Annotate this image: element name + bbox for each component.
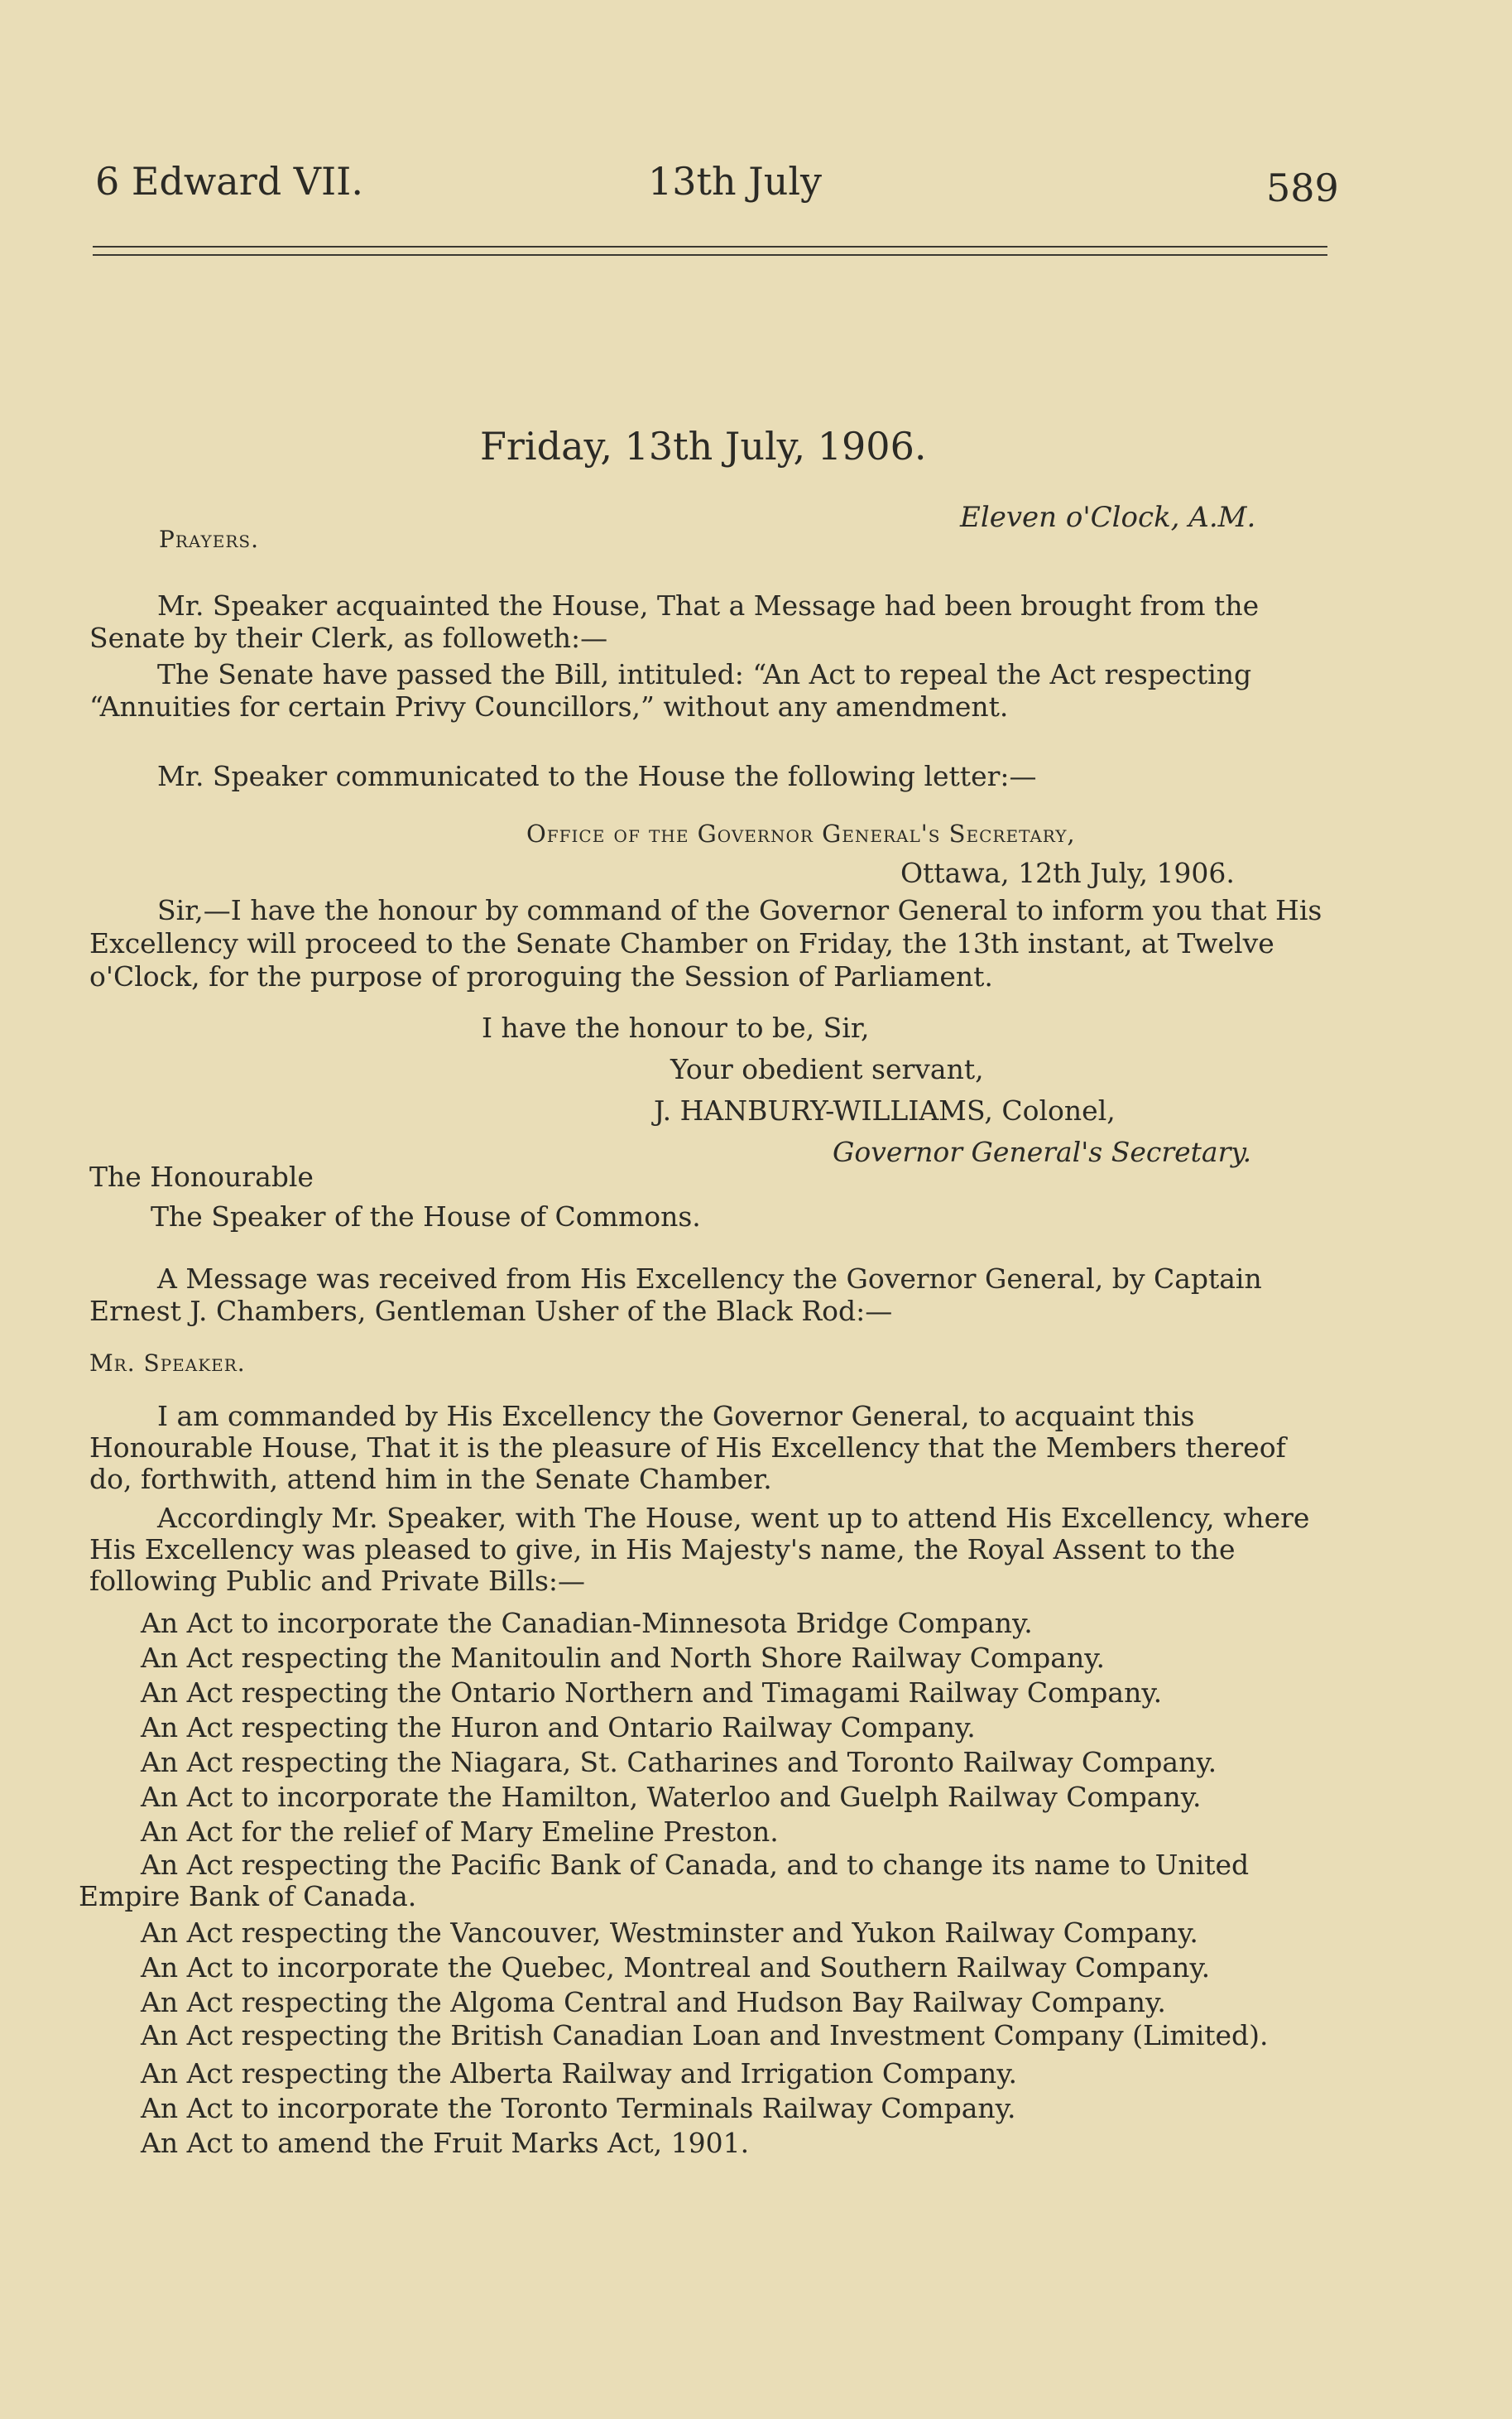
act-item: An Act respecting the Huron and Ontario Railway Company.: [141, 1711, 976, 1743]
header-rule-bottom: [93, 254, 1327, 256]
regnal-year: 6 Edward VII.: [95, 159, 363, 204]
gg-assent-text: Accordingly Mr. Speaker, with The House, went up to attend His Excellency, where His Excellency was pleased to give, in His Majesty's name, the Royal Assent to the following Public and Private Bills:—: [89, 1502, 1310, 1597]
act-item: An Act respecting the Ontario Northern and Timagami Railway Company.: [141, 1676, 1163, 1709]
acts-list: [79, 1606, 1320, 2161]
letter-signature: J. HANBURY-WILLIAMS, Colonel,: [654, 1094, 1116, 1127]
act-item: An Act to incorporate the Canadian-Minnesota Bridge Company.: [141, 1607, 1033, 1639]
letter-place-date: Ottawa, 12th July, 1906.: [900, 857, 1235, 889]
letter-addressee-2: The Speaker of the House of Commons.: [151, 1200, 701, 1233]
act-item: An Act to amend the Fruit Marks Act, 1901.: [141, 2127, 750, 2159]
gg-salutation: Mr. Speaker.: [89, 1349, 246, 1377]
act-item: An Act respecting the British Canadian Loan and Investment Company (Limited).: [141, 2019, 1269, 2051]
letter-addressee-1: The Honourable: [89, 1161, 314, 1193]
act-item: An Act to incorporate the Hamilton, Waterloo and Guelph Railway Company.: [141, 1781, 1202, 1813]
act-item: An Act respecting the Niagara, St. Catharines and Toronto Railway Company.: [141, 1746, 1217, 1778]
letter-closing-2: Your obedient servant,: [670, 1053, 984, 1085]
letter-closing-1: I have the honour to be, Sir,: [482, 1012, 870, 1044]
act-item: An Act respecting the Manitoulin and North Shore Railway Company.: [141, 1642, 1105, 1674]
senate-message-intro: Mr. Speaker acquainted the House, That a Message had been brought from the Senate by their Clerk, as followeth:—: [89, 589, 1260, 654]
act-item: An Act respecting the Pacific Bank of Canada, and to change its name to United Empire Bank of Canada.: [79, 1849, 1250, 1912]
gg-message-intro: A Message was received from His Excellency the Governor General, by Captain Ernest J. Chambers, Gentleman Usher of the Black Rod:—: [89, 1262, 1262, 1327]
act-item: An Act respecting the Alberta Railway and Irrigation Company.: [141, 2057, 1018, 2090]
act-item: An Act to incorporate the Toronto Terminals Railway Company.: [141, 2092, 1016, 2124]
act-item: An Act to incorporate the Quebec, Montreal and Southern Railway Company.: [141, 1951, 1211, 1984]
letter-intro: Mr. Speaker communicated to the House the following letter:—: [157, 760, 1037, 792]
prayers-heading: Prayers.: [159, 526, 259, 553]
sitting-time: Eleven o'Clock, A.M.: [960, 501, 1256, 534]
header-date: 13th July: [648, 159, 823, 204]
letter-body: Sir,—I have the honour by command of the Governor General to inform you that His Excellency will proceed to the Senate Chamber on Friday, the 13th instant, at Twelve o'Clock, for the purpose of proroguing the Session of Parliament.: [89, 894, 1322, 993]
act-item: An Act for the relief of Mary Emeline Preston.: [141, 1815, 779, 1848]
header-rule-top: [93, 246, 1327, 248]
page-number: 589: [1266, 166, 1339, 210]
letter-office: Office of the Governor General's Secretary,: [526, 820, 1076, 848]
letter-signature-title: Governor General's Secretary.: [833, 1136, 1252, 1168]
gg-message-text: I am commanded by His Excellency the Governor General, to acquaint this Honourable House, That it is the pleasure of His Excellency that the Members thereof do, forthwith, attend him in the Senate Chamber.: [89, 1400, 1286, 1495]
sitting-title: Friday, 13th July, 1906.: [480, 424, 927, 469]
act-item: An Act respecting the Vancouver, Westminster and Yukon Railway Company.: [141, 1916, 1198, 1949]
senate-message-text: The Senate have passed the Bill, intituled: “An Act to repeal the Act respecting “Annuities for certain Privy Councillors,” without any amendment.: [89, 658, 1252, 723]
act-item: An Act respecting the Algoma Central and Hudson Bay Railway Company.: [141, 1986, 1166, 2018]
